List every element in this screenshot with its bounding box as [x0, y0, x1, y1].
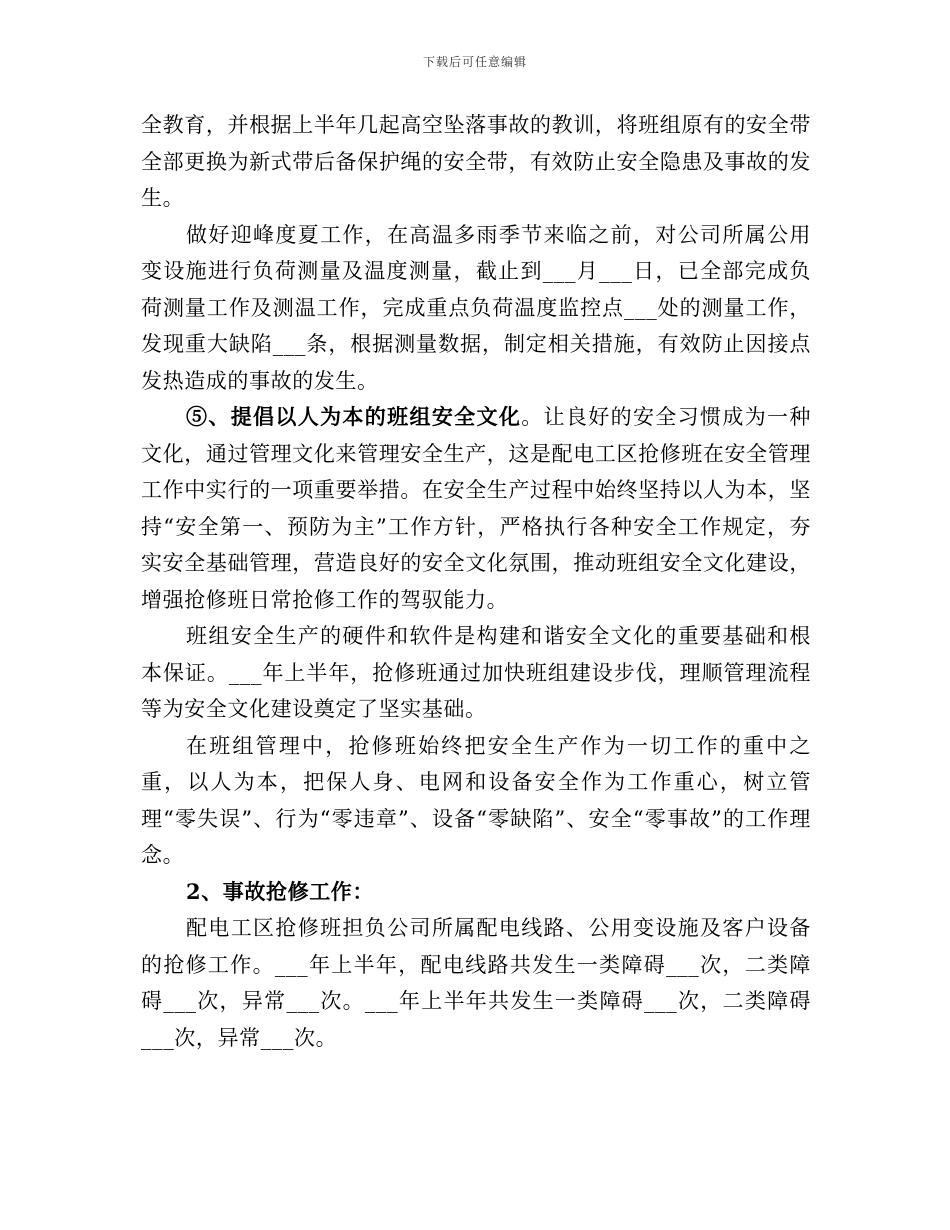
paragraph-text: 班组安全生产的硬件和软件是构建和谐安全文化的重要基础和根本保证。___年上半年，抢修班通过加快班组建设步伐，理顺管理流程等为安全文化建设奠定了坚实基础。	[141, 624, 811, 721]
paragraph-repair-work	[141, 910, 811, 1056]
paragraph-text: 。让良好的安全习惯成为一种文化，通过管理文化来管理安全生产，这是配电工区抢修班在安全管理工作中实行的一项重要举措。在安全生产过程中始终坚持以人为本，坚持“安全第一、预防为主”工作方针，严格执行各种安全工作规定，夯实安全基础管理，营造良好的安全文化氛围，推动班组安全文化建设，增强抢修班日常抢修工作的驾驭能力。	[141, 405, 811, 612]
page-header: 下载后可任意编辑	[422, 55, 527, 69]
paragraph-team-management	[141, 728, 811, 874]
paragraph-text: 做好迎峰度夏工作，在高温多雨季节来临之前，对公司所属公用变设施进行负荷测量及温度测量，截止到___月___日，已全部完成负荷测量工作及测温工作，完成重点负荷温度监控点___处的测量工作，发现重大缺陷___条，根据测量数据，制定相关措施，有效防止因接点发热造成的事故的发生。	[141, 222, 811, 393]
document-body	[141, 107, 811, 1056]
section-heading: ⑤、提倡以人为本的班组安全文化	[186, 404, 522, 429]
paragraph-text: 全教育，并根据上半年几起高空坠落事故的教训，将班组原有的安全带全部更换为新式带后备保护绳的安全带，有效防止安全隐患及事故的发生。	[141, 113, 811, 210]
paragraph-text: 配电工区抢修班担负公司所属配电线路、公用变设施及客户设备的抢修工作。___年上半年，配电线路共发生一类障碍___次，二类障碍___次，异常___次。___年上半年共发生一类障碍___次，二类障碍___次，异常___次。	[141, 916, 811, 1050]
paragraph-repair-heading	[141, 874, 811, 911]
paragraph-safety-belt	[141, 107, 811, 217]
paragraph-text: 在班组管理中，抢修班始终把安全生产作为一切工作的重中之重，以人为本，把保人身、电网和设备安全作为工作重心，树立管理“零失误”、行为“零违章”、设备“零缺陷”、安全“零事故”的工作理念。	[141, 733, 811, 867]
paragraph-hardware-software	[141, 618, 811, 728]
paragraph-safety-culture	[141, 399, 811, 618]
section-heading: 2、事故抢修工作：	[186, 878, 375, 904]
paragraph-summer-peak	[141, 217, 811, 400]
